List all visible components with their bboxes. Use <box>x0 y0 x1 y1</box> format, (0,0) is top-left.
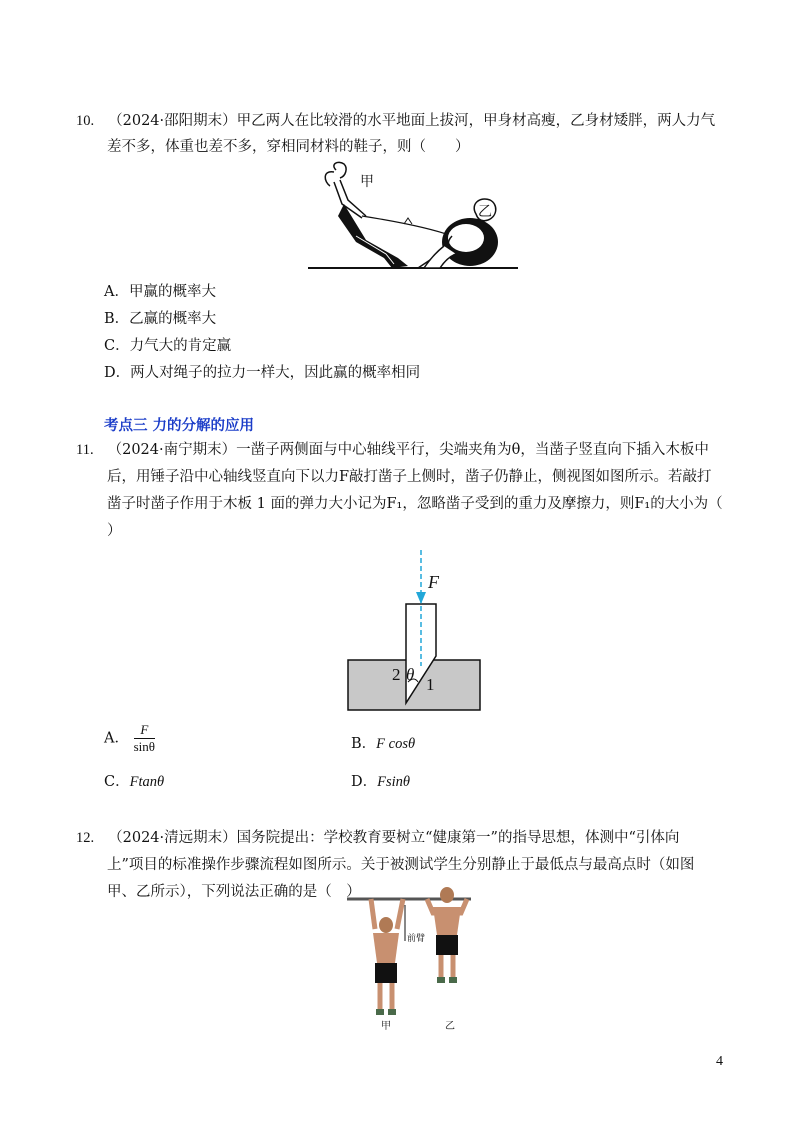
tug-of-war-figure <box>300 158 525 273</box>
q10-text-line-1: （2024·邵阳期末）甲乙两人在比较滑的水平地面上拔河，甲身材高瘦，乙身材矮胖，两人力气 <box>108 113 716 129</box>
option-label: D． <box>104 365 131 381</box>
q10-option-c[interactable] <box>104 336 231 356</box>
option-text: 两人对绳子的拉力一样大，因此赢的概率相同 <box>130 365 421 381</box>
label-jia: 甲 <box>360 175 374 190</box>
q12-text-line-3: 甲、乙所示），下列说法正确的是（ ） <box>107 884 361 900</box>
force-label: F <box>428 572 439 592</box>
label-yi: 乙 <box>445 1021 455 1032</box>
option-label: A． <box>104 730 129 747</box>
option-label: A． <box>104 284 129 300</box>
angle-label: θ <box>406 665 415 684</box>
q11-line-1 <box>76 440 709 460</box>
q12-text-line-1: （2024·清远期末）国务院提出：学校教育要树立“健康第一”的指导思想，体测中“引体向 <box>108 830 680 846</box>
face-2-label: 2 <box>392 665 401 684</box>
q11-number: 11. <box>76 442 94 458</box>
option-text: Ftanθ <box>129 774 165 790</box>
q10-line-1 <box>76 111 715 131</box>
q12-line-1 <box>76 828 679 848</box>
q12-number: 12. <box>76 830 95 846</box>
label-jia: 甲 <box>381 1021 391 1032</box>
q12-text-line-2: 上”项目的标准操作步骤流程如图所示。关于被测试学生分别静止于最低点与最高点时（如图 <box>107 857 695 873</box>
q10-option-a[interactable] <box>104 282 216 302</box>
option-label: D． <box>351 774 378 790</box>
fraction-denominator: sinθ <box>133 739 155 754</box>
face-1-label: 1 <box>426 675 435 694</box>
section-heading: 考点三 力的分解的应用 <box>104 418 255 434</box>
label-yi: 乙 <box>478 205 492 220</box>
option-text: 甲赢的概率大 <box>128 284 216 300</box>
q10-option-d[interactable] <box>104 363 420 383</box>
q11-option-d[interactable] <box>351 772 410 792</box>
q10-option-b[interactable] <box>104 309 216 329</box>
page-number: 4 <box>716 1054 723 1069</box>
option-label: B． <box>351 736 377 752</box>
q11-text-line-1: （2024·南宁期末）一凿子两侧面与中心轴线平行，尖端夹角为θ，当凿子竖直向下插入木板中 <box>107 442 709 458</box>
fraction <box>134 722 155 755</box>
option-text: 力气大的肯定赢 <box>129 338 232 354</box>
forearm-label: 前臂 <box>407 933 426 943</box>
q11-option-a[interactable] <box>104 722 155 755</box>
option-text: F cosθ <box>376 736 416 752</box>
q11-option-b[interactable] <box>351 734 415 754</box>
q11-text-line-3: 凿子时凿子作用于木板 1 面的弹力大小记为F₁，忽略凿子受到的重力及摩擦力，则F₁的大小为（ <box>107 496 723 512</box>
q11-text-line-4: ） <box>107 523 122 539</box>
chisel-figure <box>340 548 490 716</box>
q10-number: 10. <box>76 113 95 129</box>
option-label: C． <box>104 774 130 790</box>
q11-option-c[interactable] <box>104 772 164 792</box>
option-label: C． <box>104 338 130 354</box>
option-text: Fsinθ <box>377 774 411 790</box>
option-label: B． <box>104 311 130 327</box>
pull-up-figure <box>345 885 475 1033</box>
q11-text-line-2: 后，用锤子沿中心轴线竖直向下以力F敲打凿子上侧时，凿子仍静止，侧视图如图所示。若敲打 <box>107 469 712 485</box>
fraction-numerator: F <box>134 722 155 739</box>
option-text: 乙赢的概率大 <box>129 311 217 327</box>
q10-text-line-2: 差不多，体重也差不多，穿相同材料的鞋子，则（ ） <box>107 139 470 155</box>
